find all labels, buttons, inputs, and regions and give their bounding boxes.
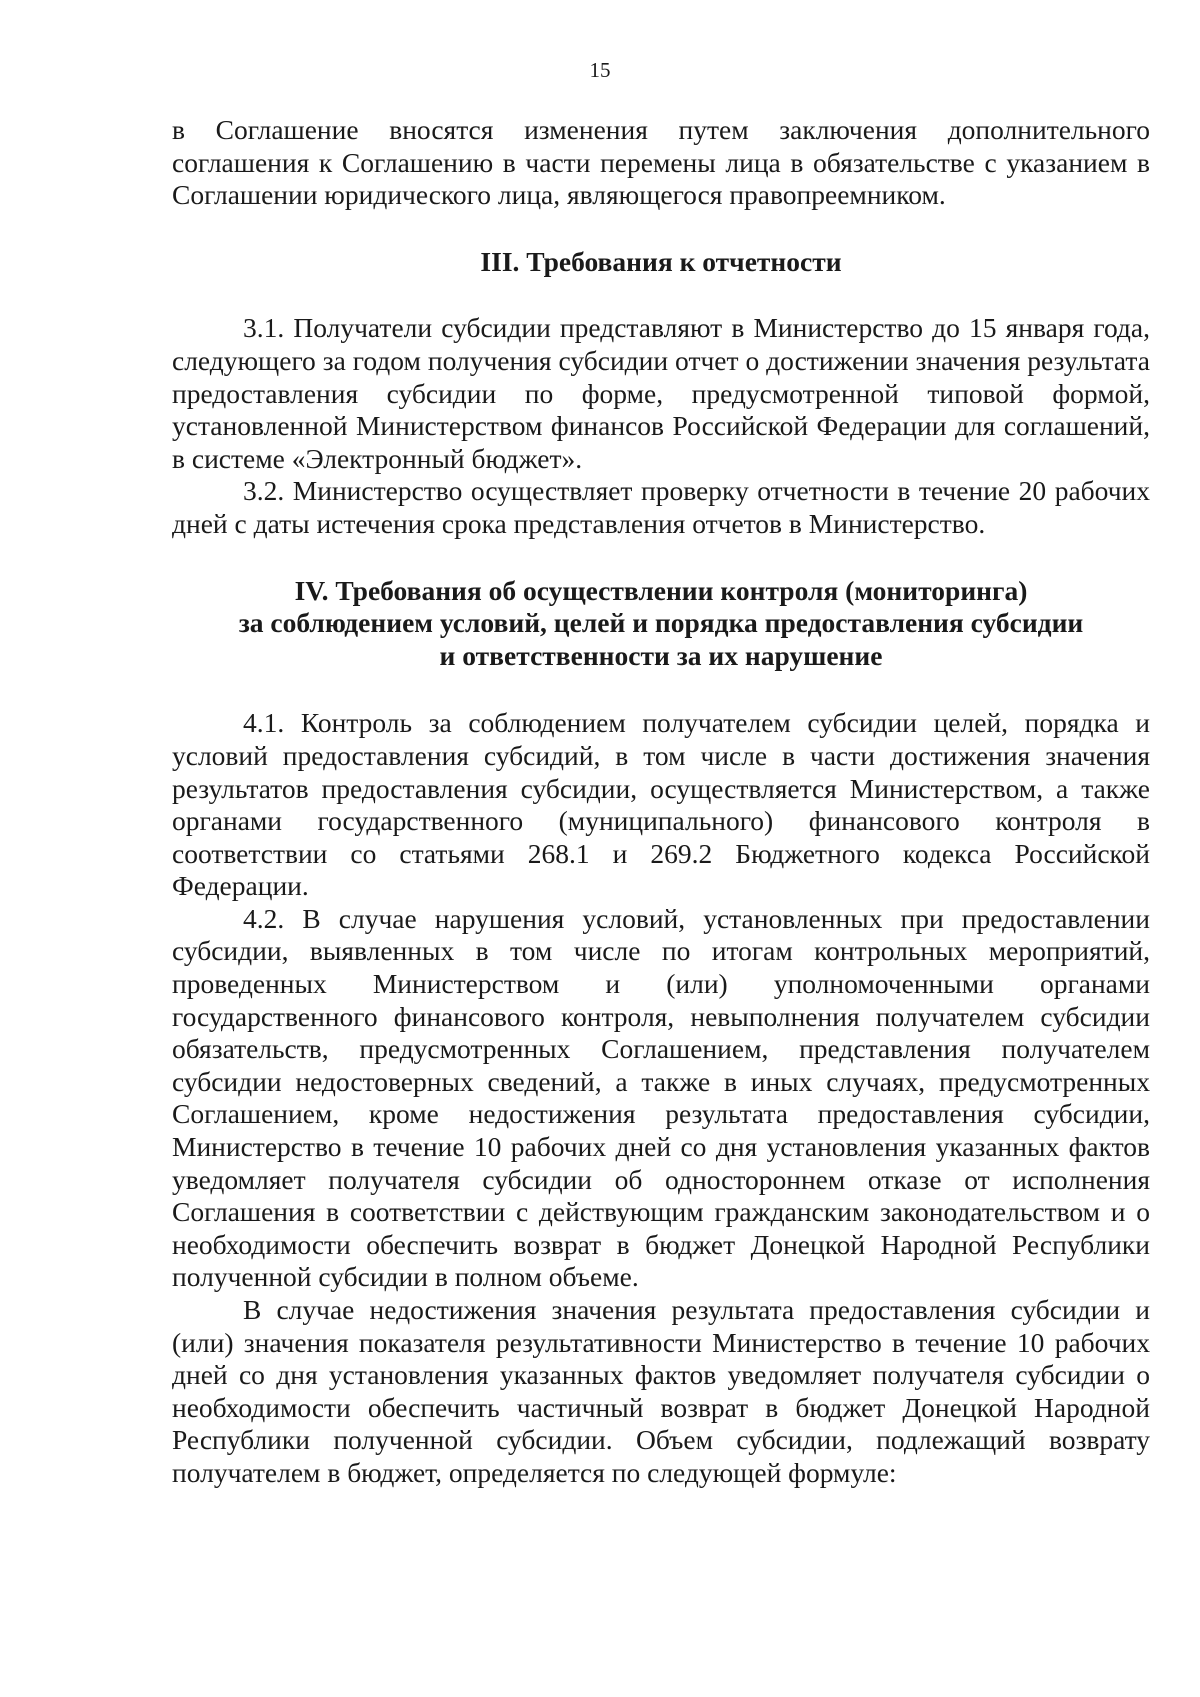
section-4-heading-line-3: и ответственности за их нарушение xyxy=(439,639,883,671)
page-number: 15 xyxy=(589,58,611,82)
paragraph-4-2: 4.2. В случае нарушения условий, установленных при предоставлении субсидии, выявленных в том числе по итогам контрольных мероприятий, проведенных Министерством и (или) уполномоченными органами государственного финансового контроля, невыполнения получателем субсидии обязательств, предусмотренных Соглашением, представления получателем субсидии недостоверных сведений, а также в иных случаях, предусмотренных Соглашением, кроме недостижения результата предоставления субсидии, Министерство в течение 10 рабочих дней со дня установления указанных фактов уведомляет получателя субсидии об одностороннем отказе от исполнения Соглашения в соответствии с действующим гражданским законодательством и о необходимости обеспечить возврат в бюджет Донецкой Народной Республики полученной субсидии в полном объеме. xyxy=(172,902,1150,1293)
section-3-heading: III. Требования к отчетности xyxy=(480,245,842,277)
paragraph-4-1: 4.1. Контроль за соблюдением получателем субсидии целей, порядка и условий предоставления субсидий, в том числе в части достижения значения результатов предоставления субсидии, осуществляется Министерством, а также органами государственного (муниципального) финансового контроля в соответствии со статьями 268.1 и 269.2 Бюджетного кодекса Российской Федерации. xyxy=(172,707,1150,902)
paragraph-4-2-continued: В случае недостижения значения результата предоставления субсидии и (или) значения показателя результативности Министерство в течение 10 рабочих дней со дня установления указанных фактов уведомляет получателя субсидии о необходимости обеспечить частичный возврат в бюджет Донецкой Народной Республики полученной субсидии. Объем субсидии, подлежащий возврату получателем в бюджет, определяется по следующей формуле: xyxy=(172,1294,1150,1488)
paragraph-3-1: 3.1. Получатели субсидии представляют в Министерство до 15 января года, следующего за годом получения субсидии отчет о достижении значения результата предоставления субсидии по форме, предусмотренной типовой формой, установленной Министерством финансов Российской Федерации для соглашений, в системе «Электронный бюджет». xyxy=(172,312,1150,474)
intro-paragraph: в Соглашение вносятся изменения путем заключения дополнительного соглашения к Соглашению в части перемены лица в обязательстве с указанием в Соглашении юридического лица, являющегося правопреемником. xyxy=(172,114,1150,211)
section-4-heading-line-1: IV. Требования об осуществлении контроля (мониторинга) xyxy=(294,574,1028,606)
section-4-heading-line-2: за соблюдением условий, целей и порядка предоставления субсидии xyxy=(238,607,1084,639)
paragraph-3-2: 3.2. Министерство осуществляет проверку отчетности в течение 20 рабочих дней с даты истечения срока представления отчетов в Министерство. xyxy=(172,475,1150,539)
document-body xyxy=(172,114,1150,1490)
section-4-heading xyxy=(172,575,1150,673)
